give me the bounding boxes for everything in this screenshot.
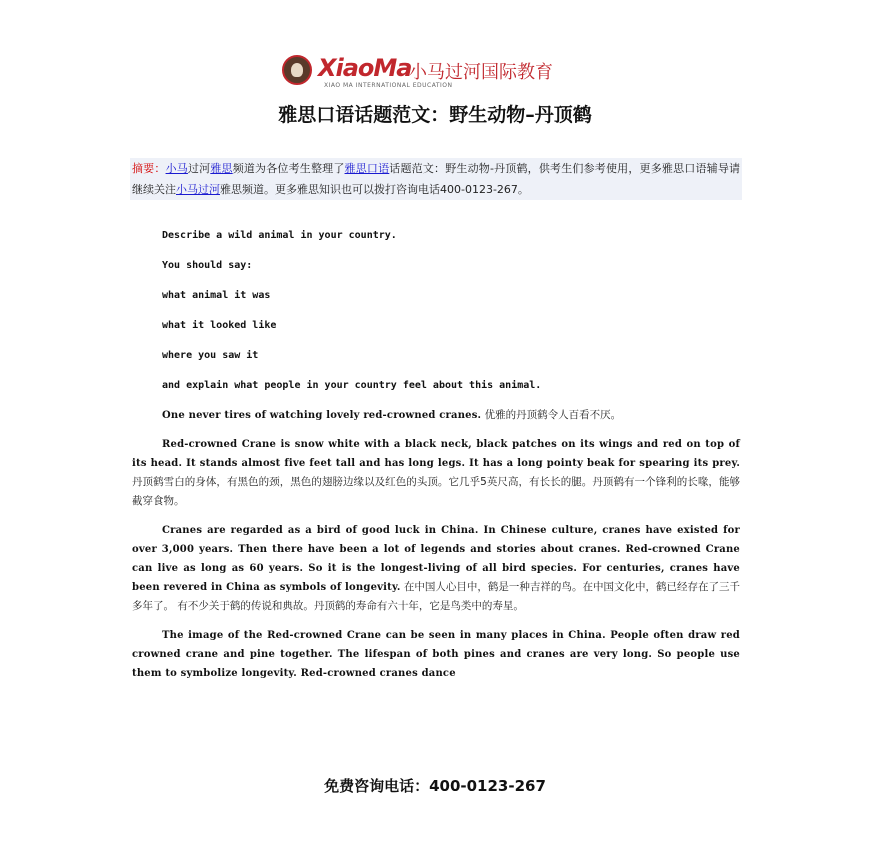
mascot-logo-icon <box>282 55 312 85</box>
question-line: where you saw it <box>162 350 259 361</box>
question-line: and explain what people in your country feel about this animal. <box>162 380 542 391</box>
logo-latin-text: XiaoMa <box>318 54 412 82</box>
question-line: what animal it was <box>162 290 271 301</box>
paragraph-chinese: 在中国人心目中，鹤是一种吉祥的鸟。在中国文化中，鹤已经存在了三千多年了。 有不少关于鹤的传说和典故。丹顶鹤的寿命有六十年，它是鸟类中的寿星。 <box>132 581 740 612</box>
summary-label: 摘要： <box>132 162 166 175</box>
brand-logo <box>282 53 592 89</box>
question-line: You should say: <box>162 260 253 271</box>
paragraph-english: Cranes are regarded as a bird of good luck in China. In Chinese culture, cranes have existed for over 3,000 years. Then there have been a lot of legends and stories about cranes. Red-crowned Crane can live as long as 60 years. So it is the longest-living of all bird species. For centuries, cranes have been revered in China as symbols of longevity. <box>132 525 740 593</box>
link-ielts-speaking[interactable]: 雅思口语 <box>344 162 390 175</box>
summary-text: 过河 <box>187 162 211 175</box>
summary-box <box>130 158 742 200</box>
article-viewport <box>0 226 870 758</box>
paragraph-chinese: 优雅的丹顶鹤令人百看不厌。 <box>484 409 622 421</box>
article-paragraph <box>132 406 740 425</box>
paragraph-english: Red-crowned Crane is snow white with a black neck, black patches on its wings and red on top of its head. It stands almost five feet tall and has long legs. It has a long pointy beak for spearing its prey. <box>132 439 740 469</box>
question-line: what it looked like <box>162 320 277 331</box>
article-paragraph <box>132 626 740 683</box>
logo-chinese-text: 小马过河国际教育 <box>409 62 553 83</box>
link-ielts[interactable]: 雅思 <box>210 162 233 175</box>
paragraph-english: One never tires of watching lovely red-crowned cranes. <box>162 410 482 421</box>
article-paragraph <box>132 435 740 511</box>
paragraph-english: The image of the Red-crowned Crane can be seen in many places in China. People often draw red crowned crane and pine together. The lifespan of both pines and cranes are very long. So people use them to symbolize longevity. Red-crowned cranes dance <box>132 630 740 679</box>
question-line: Describe a wild animal in your country. <box>162 230 397 241</box>
consult-hotline: 免费咨询电话：400-0123-267 <box>324 777 546 795</box>
link-xiaoma-guohe[interactable]: 小马过河 <box>176 183 220 196</box>
article-body <box>132 226 740 693</box>
summary-text: 话题范文：野生动物-丹顶鹤，供考生们参考使用，更多雅思口语辅导请继续关注 <box>132 162 741 196</box>
page-title: 雅思口语话题范文：野生动物–丹顶鹤 <box>278 104 592 126</box>
article-paragraph <box>132 521 740 616</box>
logo-subtitle: XIAO MA INTERNATIONAL EDUCATION <box>324 82 453 89</box>
summary-text: 雅思频道。更多雅思知识也可以拨打咨询电话400-0123-267。 <box>220 183 529 196</box>
link-xiaoma[interactable]: 小马 <box>165 162 188 175</box>
summary-text: 频道为各位考生整理了 <box>232 162 345 175</box>
paragraph-chinese: 丹顶鹤雪白的身体，有黑色的颈，黑色的翅膀边缘以及红色的头顶。它几乎5英尺高，有长长的腿。丹顶鹤有一个锋利的长喙，能够截穿食物。 <box>132 476 740 507</box>
